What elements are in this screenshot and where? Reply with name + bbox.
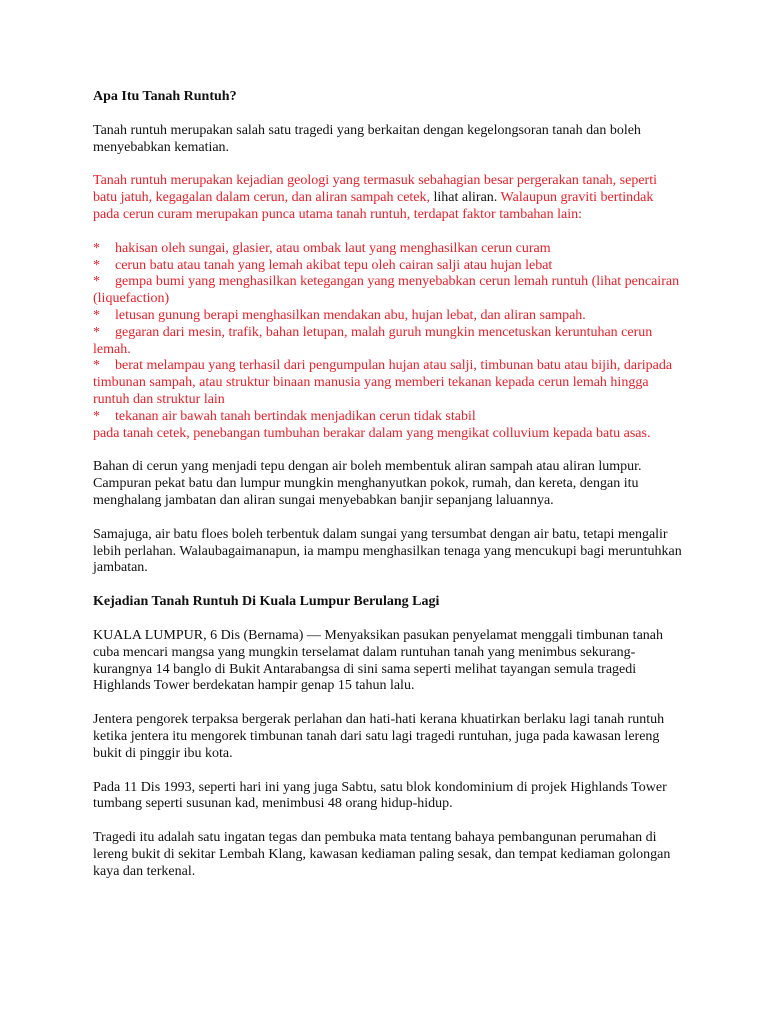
list-item: [93, 241, 683, 258]
bullet-marker: *: [93, 358, 100, 374]
list-item-text: berat melampau yang terhasil dari pengumpulan hujan atau salji, timbunan batu atau bijih, daripada timbunan sampah, atau struktur binaan manusia yang memberi tekanan kepada cerun lemah hingga runtuh dan struktur lain: [93, 358, 673, 407]
geology-text-b: Walaupun graviti bertindak pada cerun curam merupakan punca utama tanah runtuh, terdapat faktor tambahan lain:: [93, 190, 654, 222]
geology-text-a: Tanah runtuh merupakan kejadian geologi yang termasuk sebahagian besar pergerakan tanah, seperti batu jatuh, kegagalan dalam cerun, dan aliran sampah cetek,: [93, 173, 657, 206]
document-page: [93, 89, 683, 880]
list-continuation: pada tanah cetek, penebangan tumbuhan berakar dalam yang mengikat colluvium kepada batu asas.: [93, 425, 651, 441]
section-heading-1: Apa Itu Tanah Runtuh?: [93, 89, 237, 104]
section-heading-2: Kejadian Tanah Runtuh Di Kuala Lumpur Berulang Lagi: [93, 594, 440, 610]
list-item: [93, 258, 683, 275]
list-item: [93, 274, 683, 308]
list-item-text: gegaran dari mesin, trafik, bahan letupan, malah guruh mungkin mencetuskan keruntuhan cerun lemah.: [93, 324, 653, 357]
ice-floes-paragraph: Samajuga, air batu floes boleh terbentuk dalam sungai yang tersumbat dengan air batu, tetapi mengalir lebih perlahan. Walaubagaimanapun, ia mampu menghasilkan tenaga yang mencukupi bagi meruntuhkan jambatan.: [93, 526, 682, 576]
see-flow-link-text: lihat aliran.: [430, 190, 498, 206]
bullet-marker: *: [93, 240, 100, 256]
news-paragraph-3: Pada 11 Dis 1993, seperti hari ini yang juga Sabtu, satu blok kondominium di projek Highlands Tower tumbang seperti susunan kad, menimbusi 48 orang hidup-hidup.: [93, 779, 667, 812]
intro-paragraph: Tanah runtuh merupakan salah satu tragedi yang berkaitan dengan kegelongsoran tanah dan boleh menyebabkan kematian.: [93, 122, 641, 155]
bullet-marker: *: [93, 257, 100, 273]
list-item-text: letusan gunung berapi menghasilkan mendakan abu, hujan lebat, dan aliran sampah.: [115, 307, 586, 323]
list-item: [93, 325, 683, 359]
geology-paragraph: [93, 173, 683, 223]
bullet-marker: *: [93, 307, 100, 323]
bullet-marker: *: [93, 274, 100, 290]
bullet-marker: *: [93, 324, 100, 340]
list-item-text: cerun batu atau tanah yang lemah akibat tepu oleh cairan salji atau hujan lebat: [115, 257, 553, 273]
factor-list: [93, 241, 683, 443]
list-item: [93, 308, 683, 325]
news-paragraph-1: KUALA LUMPUR, 6 Dis (Bernama) — Menyaksikan pasukan penyelamat menggali timbunan tanah cuba mencari mangsa yang mungkin terselamat dalam runtuhan tanah yang menimbus sekurang-kurangnya 14 banglo di Bukit Antarabangsa di sini sama seperti melihat tayangan semula tragedi Highlands Tower berdekatan hampir genap 15 tahun lalu.: [93, 627, 663, 694]
debris-flow-paragraph: Bahan di cerun yang menjadi tepu dengan air boleh membentuk aliran sampah atau aliran lumpur. Campuran pekat batu dan lumpur mungkin menghanyutkan pokok, rumah, dan kereta, dengan itu menghalang jambatan dan aliran sungai menyebabkan banjir sepanjang laluannya.: [93, 459, 642, 508]
list-item-text: gempa bumi yang menghasilkan ketegangan yang menyebabkan cerun lemah runtuh (lihat pencairan (liquefaction): [93, 274, 680, 307]
list-item: [93, 358, 683, 408]
list-item-text: hakisan oleh sungai, glasier, atau ombak laut yang menghasilkan cerun curam: [115, 240, 551, 256]
list-item: [93, 409, 683, 426]
news-paragraph-4: Tragedi itu adalah satu ingatan tegas dan pembuka mata tentang bahaya pembangunan perumahan di lereng bukit di sekitar Lembah Klang, kawasan kediaman paling sesak, dan tempat kediaman golongan kaya dan terkenal.: [93, 830, 671, 879]
bullet-marker: *: [93, 408, 100, 424]
news-paragraph-2: Jentera pengorek terpaksa bergerak perlahan dan hati-hati kerana khuatirkan berlaku lagi tanah runtuh ketika jentera itu mengorek timbunan tanah dari satu lagi tragedi runtuhan, juga pada kawasan lereng bukit di pinggir ibu kota.: [93, 712, 665, 761]
list-item-text: tekanan air bawah tanah bertindak menjadikan cerun tidak stabil: [115, 408, 476, 424]
